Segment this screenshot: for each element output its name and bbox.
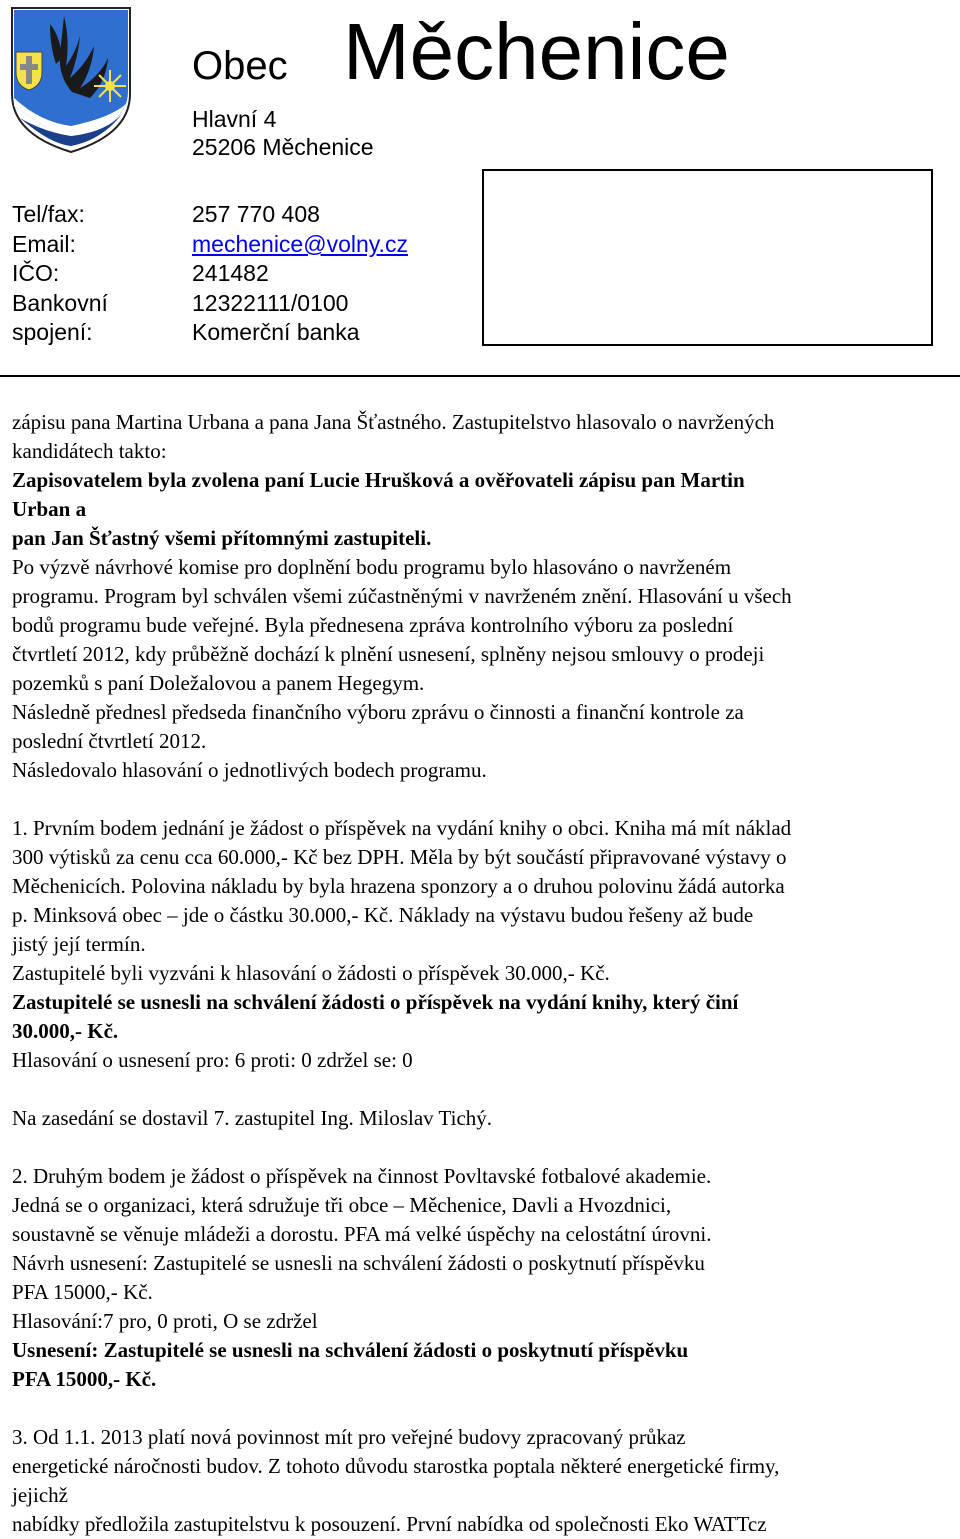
contact-row-email <box>12 229 472 259</box>
text-line: energetické náročnosti budov. Z tohoto důvodu starostka poptala některé energetické firmy, <box>12 1454 780 1478</box>
text-line: PFA 15000,- Kč. <box>12 1367 157 1391</box>
text-line: zápisu pana Martina Urbana a pana Jana Šťastného. Zastupitelstvo hlasovalo o navržených <box>12 410 775 434</box>
contact-value: 257 770 408 <box>192 201 320 227</box>
blank-line <box>12 1075 952 1104</box>
contact-value: 241482 <box>192 260 269 286</box>
contact-row-ico <box>12 258 472 288</box>
text-line: Usnesení: Zastupitelé se usnesli na schválení žádosti o poskytnutí příspěvku <box>12 1338 689 1362</box>
text-line: Hlasování:7 pro, 0 proti, O se zdržel <box>12 1309 318 1333</box>
text-line: jistý její termín. <box>12 932 146 956</box>
text-line: jejichž <box>12 1483 68 1507</box>
title-obec: Obec <box>192 44 288 88</box>
text-line: Měchenicích. Polovina nákladu by byla hrazena sponzory a o druhou polovinu žádá autorka <box>12 874 785 898</box>
blank-line <box>12 1133 952 1162</box>
text-line: Na zasedání se dostavil 7. zastupitel Ing. Miloslav Tichý. <box>12 1106 493 1130</box>
text-line: programu. Program byl schválen všemi zúčastněnými v navrženém znění. Hlasování u všech <box>12 584 792 608</box>
municipality-name: Měchenice <box>343 7 730 96</box>
text-line: Následovalo hlasování o jednotlivých bodech programu. <box>12 758 487 782</box>
text-line: p. Minksová obec – jde o částku 30.000,- Kč. Náklady na výstavu budou řešeny až bude <box>12 903 754 927</box>
email-link[interactable]: mechenice@volny.cz <box>192 231 408 257</box>
text-line: kandidátech takto: <box>12 439 167 463</box>
text-line: Po výzvě návrhové komise pro doplnění bodu programu bylo hlasováno o navrženém <box>12 555 732 579</box>
contact-label: Bankovní <box>12 290 108 316</box>
text-line: Následně přednesl předseda finančního výboru zprávu o činnosti a finanční kontrole za <box>12 700 744 724</box>
text-line: Zapisovatelem byla zvolena paní Lucie Hrušková a ověřovateli zápisu pan Martin <box>12 468 745 492</box>
text-line: bodů programu bude veřejné. Byla přednesena zpráva kontrolního výboru za poslední <box>12 613 734 637</box>
text-line: Zastupitelé byli vyzváni k hlasování o žádosti o příspěvek 30.000,- Kč. <box>12 961 610 985</box>
contact-label: spojení: <box>12 319 93 345</box>
text-line: čtvrtletí 2012, kdy průběžně dochází k plnění usnesení, splněny nejsou smlouvy o prodeji <box>12 642 765 666</box>
blank-line <box>12 785 952 814</box>
text-line: poslední čtvrtletí 2012. <box>12 729 207 753</box>
coat-of-arms-logo <box>10 6 132 154</box>
contact-row-tel <box>12 199 472 229</box>
contact-value: Komerční banka <box>192 319 360 345</box>
text-line: 300 výtisků za cenu cca 60.000,- Kč bez DPH. Měla by být součástí připravované výstavy o <box>12 845 787 869</box>
text-line: PFA 15000,- Kč. <box>12 1280 153 1304</box>
stamp-box <box>482 169 933 346</box>
text-line: Návrh usnesení: Zastupitelé se usnesli na schválení žádosti o poskytnutí příspěvku <box>12 1251 705 1275</box>
text-line: 1. Prvním bodem jednání je žádost o příspěvek na vydání knihy o obci. Kniha má mít náklad <box>12 816 792 840</box>
text-line: soustavně se věnuje mládeži a dorostu. PFA má velké úspěchy na celostátní úrovni. <box>12 1222 712 1246</box>
text-line: Zastupitelé se usnesli na schválení žádosti o příspěvek na vydání knihy, který činí <box>12 990 739 1014</box>
address-city: 25206 Měchenice <box>192 134 374 160</box>
contact-row-bank <box>12 288 472 318</box>
text-line: nabídky předložila zastupitelstvu k posouzení. První nabídka od společnosti Eko WATTcz <box>12 1512 767 1536</box>
text-line: 2. Druhým bodem je žádost o příspěvek na činnost Povltavské fotbalové akademie. <box>12 1164 712 1188</box>
contact-row-bank-name <box>12 317 472 347</box>
text-line: Hlasování o usnesení pro: 6 proti: 0 zdržel se: 0 <box>12 1048 413 1072</box>
address-street: Hlavní 4 <box>192 106 277 132</box>
contact-label: IČO: <box>12 260 60 286</box>
header-divider <box>0 375 960 377</box>
contact-label: Tel/fax: <box>12 201 85 227</box>
text-line: pan Jan Šťastný všemi přítomnými zastupiteli. <box>12 526 432 550</box>
contact-value: 12322111/0100 <box>192 290 349 316</box>
document-body <box>12 408 952 1539</box>
contact-label: Email: <box>12 231 76 257</box>
text-line: 3. Od 1.1. 2013 platí nová povinnost mít pro veřejné budovy zpracovaný průkaz <box>12 1425 686 1449</box>
text-line: pozemků s paní Doležalovou a panem Hegegym. <box>12 671 425 695</box>
blank-line <box>12 1394 952 1423</box>
text-line: Urban a <box>12 497 87 521</box>
text-line: Jedná se o organizaci, která sdružuje tři obce – Měchenice, Davli a Hvozdnici, <box>12 1193 672 1217</box>
text-line: 30.000,- Kč. <box>12 1019 119 1043</box>
